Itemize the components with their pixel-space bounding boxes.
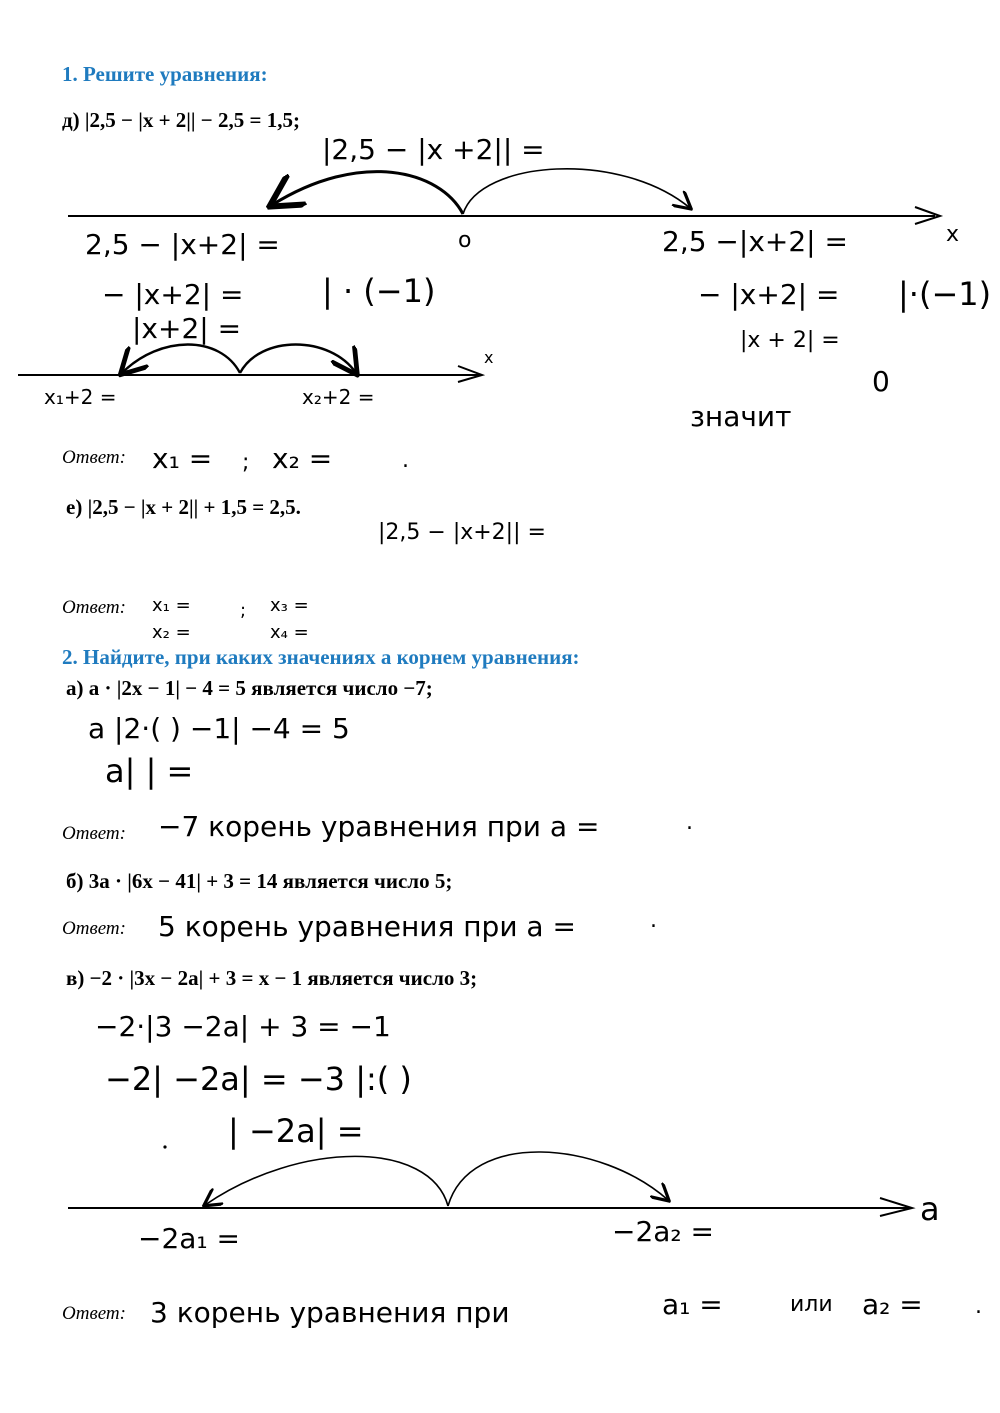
task1d-right-3: |x + 2| = bbox=[740, 328, 840, 353]
task1d-right-zero: 0 bbox=[872, 365, 890, 398]
task1d-ans-end: . bbox=[402, 448, 409, 473]
task2v-ans-or: или bbox=[790, 1292, 833, 1317]
task1e-ans-sep: ; bbox=[240, 600, 247, 621]
task2v-answer-label: Ответ: bbox=[62, 1303, 126, 1324]
task1e-ans-x2: x₂ = bbox=[152, 622, 191, 643]
task2v-answer-hw: 3 корень уравнения при bbox=[150, 1296, 510, 1329]
number-line-1 bbox=[68, 169, 940, 224]
task1d-ans-sep: ; bbox=[242, 450, 250, 475]
task2v-right-label: −2a₂ = bbox=[612, 1215, 715, 1248]
task2b-problem: б) 3a · |6x − 41| + 3 = 14 является число 5; bbox=[66, 869, 453, 893]
number-line-3 bbox=[68, 1152, 912, 1216]
task2v-hw-3: | −2a| = bbox=[228, 1112, 364, 1150]
task2v-problem: в) −2 · |3x − 2a| + 3 = x − 1 является число 3; bbox=[66, 966, 478, 990]
task1d-left-3: |x+2| = bbox=[132, 312, 242, 345]
task2v-hw-1: −2·|3 −2a| + 3 = −1 bbox=[95, 1010, 391, 1043]
x2-label: x₂+2 = bbox=[302, 385, 375, 409]
task1e-ans-x3: x₃ = bbox=[270, 595, 309, 616]
task2b-answer-end: . bbox=[650, 908, 657, 933]
task2b-answer-hw: 5 корень уравнения при a = bbox=[158, 910, 576, 943]
task2v-ans-a2: a₂ = bbox=[862, 1288, 923, 1321]
task1d-problem: д) |2,5 − |x + 2|| − 2,5 = 1,5; bbox=[62, 108, 300, 132]
task1d-ans-x1: x₁ = bbox=[152, 442, 213, 475]
task1d-right-mult: |·(−1) bbox=[898, 275, 992, 313]
task2v-answer-end: . bbox=[975, 1294, 982, 1319]
task2v-ans-a1: a₁ = bbox=[662, 1288, 723, 1321]
task1e-problem: е) |2,5 − |x + 2|| + 1,5 = 2,5. bbox=[66, 495, 301, 519]
task1d-answer-label: Ответ: bbox=[62, 447, 126, 468]
x1-label: x₁+2 = bbox=[44, 385, 117, 409]
task1d-right-1: 2,5 −|x+2| = bbox=[662, 225, 848, 258]
task1e-ans-x4: x₄ = bbox=[270, 622, 309, 643]
task1-heading: 1. Решите уравнения: bbox=[62, 62, 268, 86]
task2v-hw-2: −2| −2a| = −3 |:( ) bbox=[105, 1060, 412, 1098]
axis-a-label: a bbox=[920, 1190, 940, 1228]
task2b-answer-label: Ответ: bbox=[62, 918, 126, 939]
task2a-hw-1: a |2·( ) −1| −4 = 5 bbox=[88, 712, 350, 745]
number-line-2 bbox=[18, 345, 482, 383]
task1d-left-mult: | · (−1) bbox=[322, 272, 436, 310]
task2-heading: 2. Найдите, при каких значениях a корнем уравнения: bbox=[62, 645, 580, 669]
small-axis-x-label: x bbox=[484, 348, 494, 367]
task1e-answer-label: Ответ: bbox=[62, 597, 126, 618]
task1d-left-2: − |x+2| = bbox=[102, 278, 244, 311]
task2a-problem: а) a · |2x − 1| − 4 = 5 является число −7; bbox=[66, 676, 433, 700]
task1d-left-1: 2,5 − |x+2| = bbox=[85, 228, 280, 261]
task2a-answer-end: . bbox=[686, 810, 693, 835]
zero-label: o bbox=[458, 228, 472, 253]
task2v-left-label: −2a₁ = bbox=[138, 1222, 241, 1255]
task2a-answer-label: Ответ: bbox=[62, 823, 126, 844]
task1e-hw: |2,5 − |x+2|| = bbox=[378, 520, 546, 545]
task1d-means: значит bbox=[690, 400, 792, 433]
task2a-hw-2: a| | = bbox=[105, 752, 194, 790]
task1d-hw-top: |2,5 − |x +2|| = bbox=[322, 133, 545, 166]
task1d-ans-x2: x₂ = bbox=[272, 442, 333, 475]
axis-x-label: x bbox=[946, 222, 960, 247]
task2a-answer-hw: −7 корень уравнения при a = bbox=[158, 810, 600, 843]
task1d-right-2: − |x+2| = bbox=[698, 278, 840, 311]
stray-dot bbox=[163, 1145, 166, 1148]
task1e-ans-x1: x₁ = bbox=[152, 595, 191, 616]
